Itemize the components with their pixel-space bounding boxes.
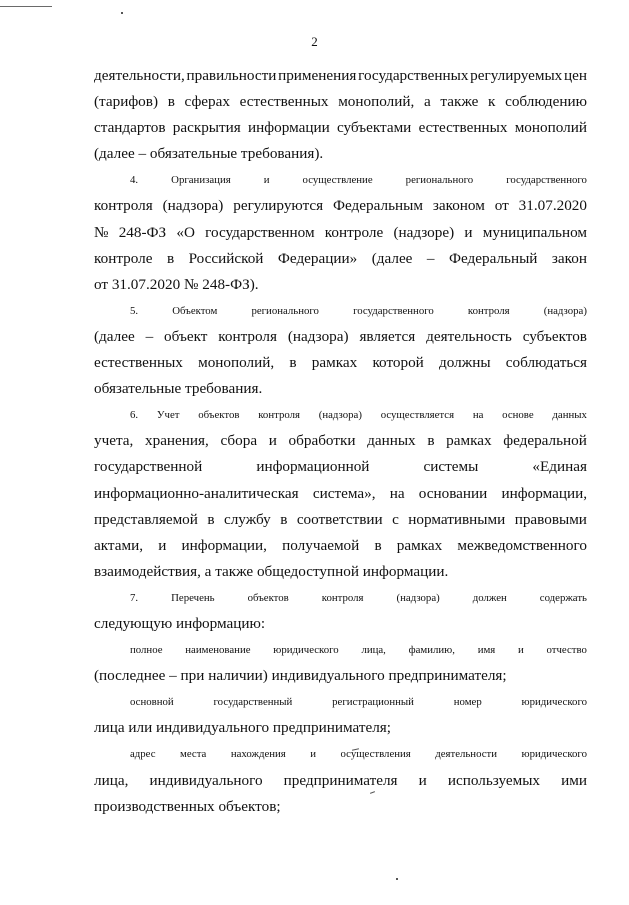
text-line [94,246,587,272]
word: контроля [218,327,277,345]
word: информации, [181,536,267,554]
word: (надзора) [543,304,587,317]
word: (далее [94,327,135,345]
word: правовыми [514,510,587,528]
word: нормативными [408,510,506,528]
word: рамках [446,432,492,450]
word: информации, [501,484,587,502]
word: закон [551,249,587,267]
word: и [268,432,277,450]
word: осуществление [302,174,373,187]
text-line-content: (последнее – при наличии) индивидуального предпринимателя; [94,667,507,685]
text-line-content: взаимодействия, а также общедоступной информации. [94,562,449,580]
word: (надзора) [396,591,440,604]
text-line [94,741,587,767]
word: информационно-аналитическая [94,484,299,502]
text-line [94,507,587,533]
word: контроле [324,223,384,241]
word: 5. [130,304,139,317]
word: государственного [353,304,434,317]
word: объектов [247,591,289,604]
text-line [94,89,587,115]
word: 6. [130,409,139,422]
word: индивидуального [149,771,263,789]
word: является [359,327,416,345]
paragraph-item-4 [94,167,587,297]
word: законом [432,197,485,215]
word: учета, [94,432,134,450]
word: лица, [94,771,129,789]
scan-speck [121,12,123,14]
text-line [94,481,587,507]
paragraph-item-7 [94,585,587,637]
word: полное [130,644,163,657]
word: Учет [156,409,180,422]
word: (надзора) [162,197,224,215]
word: получаемой [282,536,360,554]
word: монополий [514,119,587,137]
word: сферах [184,93,230,111]
word: муниципальном [482,223,587,241]
text-line [94,63,587,89]
word: контроле [94,249,153,267]
word: сбора [220,432,258,450]
word: федеральной [503,432,587,450]
text-line [94,220,587,246]
word: № [94,223,109,241]
text-line [94,324,587,350]
list-entry-name [94,637,587,689]
text-line [94,350,587,376]
word: государственной [94,458,203,476]
word: деятельности, [94,67,185,84]
text-line [94,663,587,689]
word: на [472,409,484,422]
text-line-content: от 31.07.2020 № 248-ФЗ). [94,275,259,293]
word: информации [248,119,330,137]
word: объект [164,327,208,345]
word: нахождения [230,748,286,761]
text-line [94,193,587,219]
text-line [94,768,587,794]
word: осуществляется [380,409,455,422]
text-line-content: следующую информацию: [94,614,266,632]
word: в [427,432,435,450]
word: 4. [130,174,139,187]
word: Федеральный [448,249,538,267]
word: (надзора) [318,409,362,422]
paragraph-item-6 [94,402,587,585]
text-line [94,559,587,585]
word: ими [561,771,587,789]
text-line-content: лица или индивидуального предпринимателя; [94,719,391,737]
word: данных [367,432,416,450]
list-entry-registration-number [94,689,587,741]
word: основной [130,696,174,709]
word: 248-ФЗ [118,223,167,241]
word: юридического [273,644,339,657]
word: должен [472,591,507,604]
paragraph-continuation [94,63,587,167]
text-line [94,715,587,741]
word: естественных [418,119,508,137]
word: актами, [94,536,144,554]
word: раскрытия [172,119,241,137]
word: «Единая [532,458,587,476]
word: в [374,536,382,554]
text-line [94,298,587,324]
word: межведомственного [457,536,587,554]
text-line [94,454,587,480]
word: регулируются [233,197,324,215]
word: деятельность [426,327,512,345]
word: и [263,174,270,187]
word: соблюдению [505,93,587,111]
word: – [145,327,154,345]
word: (тарифов) [94,93,159,111]
word: и [418,771,427,789]
word: имя [477,644,496,657]
text-line [94,585,587,611]
word: «О [176,223,195,241]
text-line [94,141,587,167]
word: в [289,354,297,372]
word: цен [564,67,587,84]
word: естественных [239,93,329,111]
word: стандартов [94,119,166,137]
text-line [94,402,587,428]
list-entry-address [94,741,587,819]
word: юридического [521,696,587,709]
word: также [440,93,479,111]
word: лица, [361,644,386,657]
word: контроля [321,591,364,604]
word: регионального [405,174,474,187]
word: Российской [188,249,264,267]
text-line [94,376,587,402]
word: от [494,197,509,215]
text-line [94,637,587,663]
text-line [94,533,587,559]
word: номер [453,696,482,709]
word: монополий, [338,93,415,111]
word: и [158,536,167,554]
document-body [94,63,587,820]
word: места [180,748,207,761]
word: Перечень [171,591,215,604]
word: государственных [358,67,469,84]
word: которой [372,354,424,372]
word: государственный [213,696,293,709]
word: а [423,93,431,111]
text-line [94,272,587,298]
word: Федерации» [277,249,358,267]
word: должны [439,354,491,372]
word: государственного [506,174,587,187]
word: системы [423,458,479,476]
paragraph-item-5 [94,298,587,402]
word: Объектом [172,304,218,317]
word: Федеральным [333,197,423,215]
text-line [94,794,587,820]
word: с [392,510,399,528]
word: правильности [186,67,277,84]
word: и [310,748,317,761]
word: предпринимателя [283,771,398,789]
word: (надзора) [287,327,349,345]
word: на [389,484,405,502]
word: – [426,249,435,267]
word: регулируемых [470,67,563,84]
word: используемых [447,771,540,789]
word: наименование [185,644,251,657]
word: рамках [311,354,358,372]
word: информационной [256,458,370,476]
word: применения [278,67,357,84]
word: юридического [521,748,587,761]
word: 31.07.2020 [518,197,587,215]
word: контроля [94,197,153,215]
word: субъектов [522,327,587,345]
word: отчество [546,644,587,657]
text-line-content: (далее – обязательные требования). [94,145,324,163]
text-line [94,115,587,141]
word: в [207,510,215,528]
word: и [464,223,473,241]
word: (далее [371,249,413,267]
word: (надзоре) [393,223,455,241]
word: и [518,644,524,657]
word: фамилию, [408,644,455,657]
word: контроля [467,304,510,317]
word: Организация [171,174,231,187]
word: в [167,93,175,111]
word: представляемой [94,510,198,528]
word: 7. [130,591,139,604]
word: рамках [396,536,443,554]
word: осуществления [340,748,411,761]
word: данных [552,409,587,422]
word: к [488,93,496,111]
word: система», [312,484,376,502]
word: государственном [205,223,315,241]
word: объектов [198,409,240,422]
word: адрес [130,748,156,761]
text-line-content: производственных объектов; [94,797,281,815]
text-line [94,689,587,715]
word: основании [418,484,488,502]
word: регистрационный [332,696,414,709]
text-line [94,167,587,193]
scan-speck [396,878,398,880]
word: соответствии [296,510,383,528]
word: содержать [539,591,587,604]
text-line [94,428,587,454]
word: хранения, [145,432,209,450]
word: естественных [94,354,183,372]
word: соблюдаться [505,354,587,372]
word: службу [223,510,271,528]
word: субъектами [336,119,412,137]
word: в [280,510,288,528]
scan-corner-mark [0,6,52,7]
word: в [166,249,175,267]
page-number: 2 [311,34,318,49]
word: деятельности [435,748,498,761]
word: монополий, [198,354,275,372]
text-line-content: обязательные требования. [94,380,263,398]
word: регионального [251,304,319,317]
text-line [94,611,587,637]
word: обработки [288,432,356,450]
word: контроля [258,409,300,422]
word: основе [502,409,534,422]
